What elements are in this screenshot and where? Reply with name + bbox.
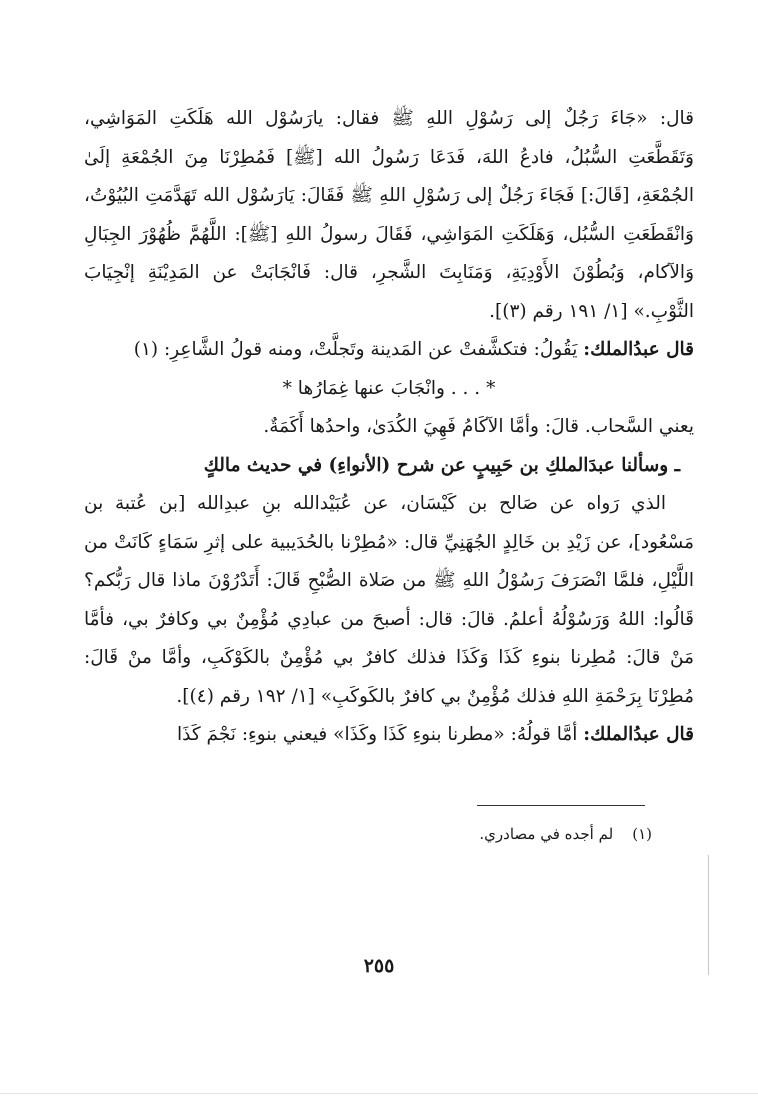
footnote-text: لم أجده في مصادري. [479,825,614,843]
commentary-paragraph [84,331,694,370]
explanation-paragraph: يعني السَّحاب. قالَ: وأمَّا الآكَامُ فَهِيَ الكُدَىٰ، واحدُها أَكَمَةٌ. [263,416,694,437]
footnote [300,822,652,846]
section-heading: ـ وسألنا عبدَالملكِ بن حَبِيبٍ عن شرح (الأنواءِ) في حديث مالكٍ [203,454,680,476]
poetry-verse: * . . . وانْجَابَ عنها غِمَارُها * [282,377,496,399]
footnote-number: (١) [632,825,652,843]
commentary-text-anwa: أمَّا قولُهُ: «مطرنا بنوءِ كَذَا وكَذَا» فيعني بنوءِ: نَجْمَ كَذَا [177,724,578,745]
hadith-paragraph-rain: قال: «جَاءَ رَجُلٌ إلى رَسُوْلِ اللهِ ﷺ فقال: يارَسُوْل الله هَلَكَتِ المَوَاشِي، وَتَقَطَّعَتِ السُّبُلُ، فادعُ اللهَ، فَدَعَا رَسُولُ الله [ﷺ] فَمُطِرْنَا مِنَ الجُمْعَةِ إلَىٰ الجُمْعَةِ، [قَالَ:] فَجَاءَ رَجُلٌ إلى رَسُوْلِ اللهِ ﷺ فَقَالَ: يَارَسُوْل الله تَهَدَّمَتِ البُيُوْتُ، وَانْقَطَعَتِ السُّبُل، وَهَلَكَتِ المَوَاشِي، فَقَالَ رسولُ اللهِ [ﷺ]: اللَّهُمَّ ظُهُوْرَ الجِبَالِ وَالآكام، وَبُطُوْنَ الأَوْدِيَةِ، وَمَنَابِتَ الشَّجرِ، قال: فَانْجَابَتْ عن المَدِيْنَةِ إنْجِيَابَ الثَّوْبِ.» [١/ ١٩١ رقم (٣)]. [84,108,694,322]
page-number: ٢٥٥ [363,955,395,977]
commentary-text: يَقُولُ: فتكشَّفتْ عن المَدينة وتَجلَّتْ، ومنه قولُ الشَّاعِرِ: (١) [133,339,578,360]
footnote-separator [477,805,645,806]
commentary-paragraph-anwa [84,716,694,755]
page-bottom-edge [0,1093,758,1094]
commentary-lead-anwa: قال عبدُالملك: [583,724,694,745]
main-text [84,100,694,755]
hadith-paragraph-anwa: الذي رَواه عن صَالح بن كَيْسَان، عن عُبَيْدالله بنِ عبدِالله [بن عُتبة بن مَسْعُود]، عن زَيْدِ بن خَالِدٍ الجُهَنِيِّ قال: «مُطِرْنا بالحُدَيبية على إثرِ سَمَاءٍ كَانَتْ من اللَّيْلِ، فلمَّا انْصَرَفَ رَسُوْلُ اللهِ ﷺ من صَلاة الصُّبْحِ قَالَ: أَتَدْرُوْنَ ماذا قال رَبُّكم؟ قَالُوا: اللهُ وَرَسُوْلُهُ أعلمُ. قالَ: قال: أصبحَ من عبادِي مُؤْمِنٌ بي وكافرٌ بي، فأمَّا مَنْ قالَ: مُطِرنا بنوءِ كَذَا وَكَذَا فذلك كافرٌ بي مُؤْمِنٌ بالكَوْكَبِ، وأمَّا منْ قَالَ: مُطِرْنَا بِرَحْمَةِ اللهِ فذلك مُؤْمِنٌ بي كافرٌ بالكَوكَبِ» [١/ ١٩٢ رقم (٤)]. [84,493,694,707]
scan-artifact-line [708,855,709,975]
commentary-lead: قال عبدُالملك: [583,339,694,360]
